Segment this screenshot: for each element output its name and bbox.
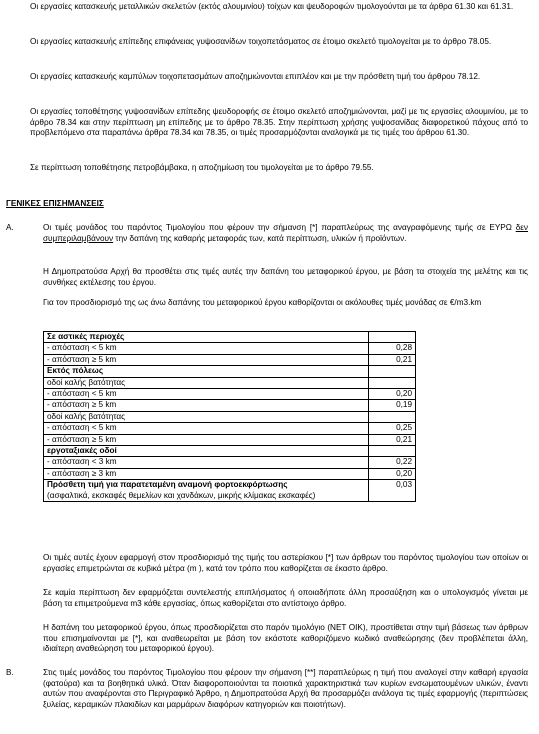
table-cell-value: 0,28 — [369, 343, 416, 354]
table-cell-label: - απόσταση ≥ 5 km — [44, 354, 369, 365]
table-row — [44, 446, 416, 457]
table-cell-label: - απόσταση < 5 km — [44, 389, 369, 400]
section-b-paragraph-1: Στις τιμές μονάδος του παρόντος Τιμολογίου που φέρουν την σήμανση [**] παραπλεύρως η τιμή που αναλογεί στην καθαρή εργασία (φατούρα) και τα βοηθητικά υλικά. Όταν διαφοροποιούνται τα ποιοτικά χαρακτηριστικά των κυρίων ενσωματουμένων υλικών, έναντι αυτών που αναφέρονται στο Περιγραφικό Άρθρο, η Δημοπρατούσα Αρχή θα προσαρμόζει ανάλογα τις τιμές εφαρμογής (περιπτώσεις ξυλείας, κεραμικών πλακιδίων και μαρμάρων διαφόρων κατηγοριών και ποιοτήτων). — [43, 668, 528, 709]
table-row — [44, 366, 416, 377]
intro-paragraph-5: Σε περίπτωση τοποθέτησης πετροβάμβακα, η αποζημίωση του τιμολογείται με το άρθρο 79.55. — [30, 163, 374, 172]
section-a-p1-text-b: την δαπάνη της καθαρής μεταφοράς των, κατά περίπτωση, υλικών ή προϊόντων. — [113, 233, 407, 243]
intro-paragraph-3: Οι εργασίες κατασκευής καμπύλων τοιχοπετασμάτων αποζημιώνονται επιπλέον και με την πρόσθετη τιμή του άρθρου 78.12. — [30, 72, 481, 81]
intro-paragraph-2: Οι εργασίες κατασκευής επίπεδης επιφάνειας γυψοσανίδων τοιχοπετάσματος σε έτοιμο σκελετό τιμολογείται με το άρθρο 78.05. — [30, 37, 492, 46]
section-a-paragraph-4: Οι τιμές αυτές έχουν εφαρμογή στον προσδιορισμό της τιμής του αστερίσκου [*] των άρθρων του παρόντος τιμολογίου των οποίων οι εργασίες επιμετρώνται σε κυβικά μέτρα (m ), κατά τον τρόπο που καθορίζεται σε έκαστο άρθρο. — [43, 553, 528, 573]
table-row — [44, 468, 416, 479]
intro-paragraph-1: Οι εργασίες κατασκευής μεταλλικών σκελετών (εκτός αλουμινίου) τοίχων και ψευδοροφών τιμολογούνται με τα άρθρα 61.30 και 61.31. — [30, 2, 514, 11]
table-cell-label: Σε αστικές περιοχές — [44, 332, 369, 343]
table-row — [44, 377, 416, 388]
section-a-p1-underlined: δεν συμπεριλαμβάνουν — [43, 223, 528, 243]
transport-rates-body — [44, 332, 416, 480]
table-cell-label: εργοταξιακές οδοί — [44, 446, 369, 457]
table-cell-value: 0,20 — [369, 389, 416, 400]
table-row — [44, 400, 416, 411]
table-cell-value — [369, 366, 416, 377]
section-b-marker: Β. — [6, 668, 14, 677]
table-cell-label: - απόσταση < 3 km — [44, 457, 369, 468]
section-a-paragraph-3: Για τον προσδιορισμό της ως άνω δαπάνης του μεταφορικού έργου καθορίζονται οι ακόλουθες τιμές μονάδας σε €/m3.km — [43, 298, 482, 307]
transport-rates-table — [43, 331, 416, 502]
section-a-paragraph-1 — [43, 223, 528, 244]
table-cell-label: - απόσταση ≥ 5 km — [44, 434, 369, 445]
table-cell-value — [369, 332, 416, 343]
table-cell-label: - απόσταση < 5 km — [44, 343, 369, 354]
section-heading: ΓΕΝΙΚΕΣ ΕΠΙΣΗΜΑΝΣΕΙΣ — [6, 199, 104, 208]
table-row — [44, 480, 416, 502]
table-cell-value: 0,21 — [369, 434, 416, 445]
table-cell-label: Εκτός πόλεως — [44, 366, 369, 377]
table-cell-value — [369, 377, 416, 388]
table-cell-label: - απόσταση < 5 km — [44, 423, 369, 434]
table-row — [44, 389, 416, 400]
table-cell-label: οδοί καλής βατότητας — [44, 377, 369, 388]
table-row — [44, 457, 416, 468]
table-cell-value: 0,03 — [369, 480, 416, 502]
section-a-p1-text-a: Οι τιμές μονάδος του παρόντος Τιμολογίου που φέρουν την σήμανση [*] παραπλεύρως της αναγραφόμενης τιμής σε ΕΥΡΩ — [43, 223, 516, 232]
table-cell-label: οδοί καλής βατότητας — [44, 411, 369, 422]
table-cell-label: - απόσταση ≥ 5 km — [44, 400, 369, 411]
section-a-paragraph-5: Σε καμία περίπτωση δεν εφαρμόζεται συντελεστής επιπλήσματος ή οποιαδήποτε άλλη προσαύξηση και ο υπολογισμός γίνεται με βάση τα επιμετρούμενα m3 κάθε εργασίας, όπως καθορίζεται στο αντίστοιχο άρθρο. — [43, 588, 528, 608]
table-row — [44, 354, 416, 365]
section-a-marker: Α. — [6, 223, 14, 232]
transport-rates-last — [44, 480, 416, 502]
table-cell-value — [369, 446, 416, 457]
last-row-label-bold: Πρόσθετη τιμή για παρατεταμένη αναμονή φορτοεκφόρτωσης — [47, 480, 288, 490]
table-cell-value: 0,25 — [369, 423, 416, 434]
intro-paragraph-4: Οι εργασίες τοποθέτησης γυψοσανίδων επίπεδης ψευδοροφής σε έτοιμο σκελετό αποζημιώνονται, μαζί με τις εργασίες αλουμινίου, με το άρθρο 78.34 και στην περίπτωση μη επίπεδης με το άρθρο 78.35. Στην περίπτωση χρήσης γυψοσανίδας διαφορετικού πάχους από το προβλεπόμενο στα παραπάνω άρθρα 78.34 και 78.35, οι τιμές προσαρμόζονται αναλογικά με τις τιμές του άρθρου 61.30. — [30, 107, 528, 138]
table-cell-value: 0,21 — [369, 354, 416, 365]
table-row — [44, 343, 416, 354]
table-cell-label — [44, 480, 369, 502]
section-a-paragraph-2: Η Δημοπρατούσα Αρχή θα προσθέτει στις τιμές αυτές την δαπάνη του μεταφορικού έργου, με βάση τα στοιχεία της μελέτης και τις συνθήκες εκτέλεσης του έργου. — [43, 267, 528, 287]
table-row — [44, 411, 416, 422]
table-cell-value: 0,22 — [369, 457, 416, 468]
table-row — [44, 332, 416, 343]
table-row — [44, 423, 416, 434]
table-cell-value: 0,20 — [369, 468, 416, 479]
table-cell-value — [369, 411, 416, 422]
last-row-label-rest: (ασφαλτικά, εκσκαφές θεμελίων και χανδάκων, μικρής κλίμακας εκσκαφές) — [47, 490, 316, 500]
table-cell-value: 0,19 — [369, 400, 416, 411]
table-cell-label: - απόσταση ≥ 3 km — [44, 468, 369, 479]
table-row — [44, 434, 416, 445]
section-a-paragraph-6: Η δαπάνη του μεταφορικού έργου, όπως προσδιορίζεται στο παρόν τιμολόγιο (ΝΕΤ ΟΙΚ), προστίθεται στην τιμή βάσεως των άρθρων που επισημαίνονται με [*], και αναθεωρείται με βάση τον εκάστοτε καθοριζόμενο κωδικό αναθεώρησης (δεν προβλέπεται άλλη, ιδιαίτερη αναθεώρηση του μεταφορικού έργου). — [43, 623, 528, 654]
